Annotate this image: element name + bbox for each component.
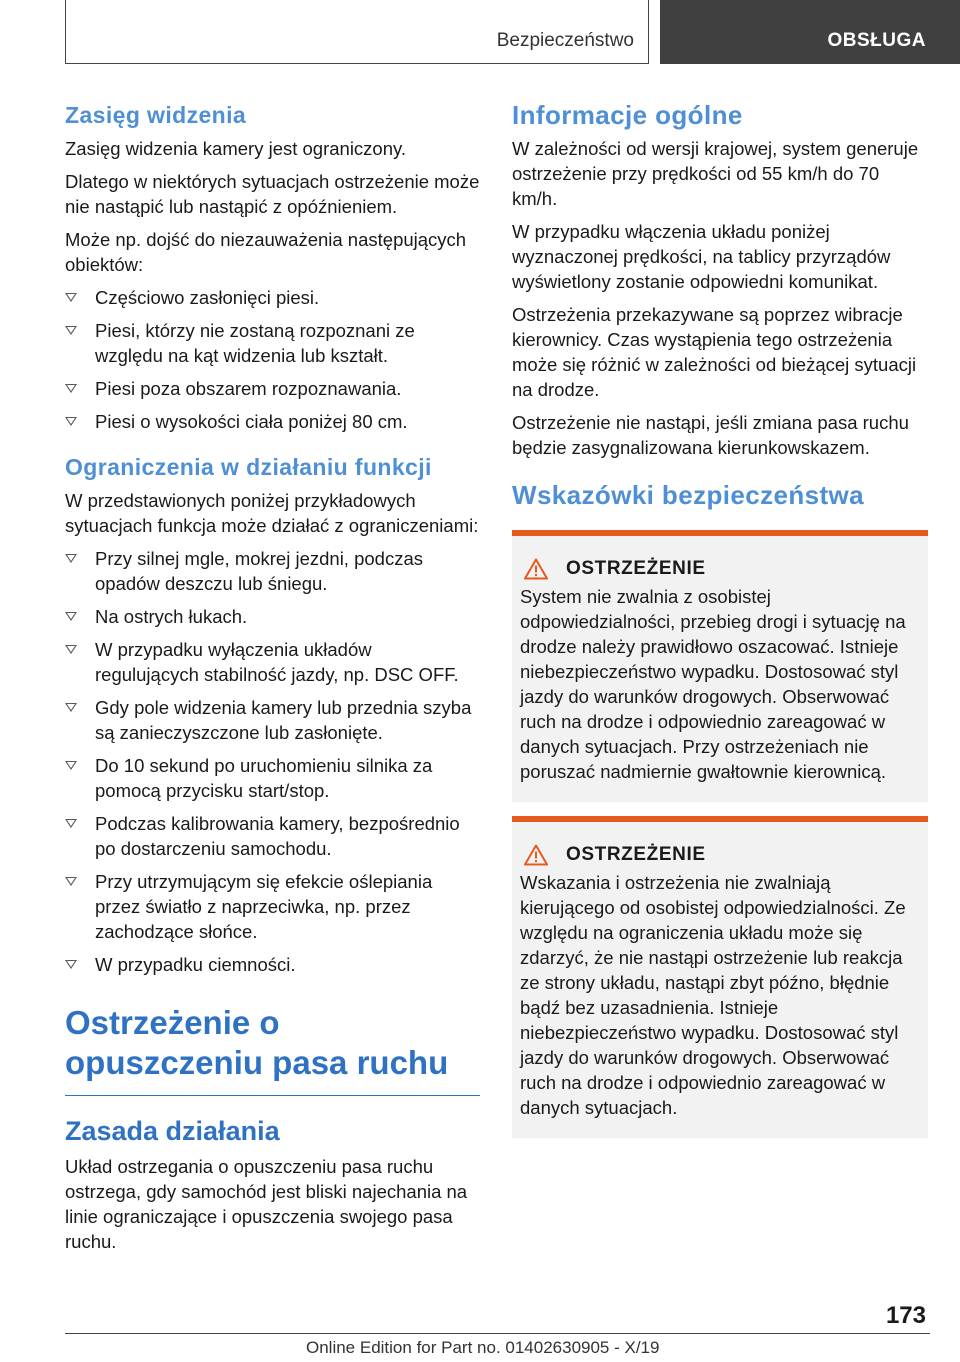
list-item: Przy utrzymującym się efekcie oślepiania przez światło z naprzeciwka, np. przez zachodzące słońce. — [65, 869, 480, 944]
bullet-triangle-icon — [65, 877, 77, 886]
warning-header — [520, 844, 920, 866]
left-column — [65, 100, 480, 1262]
list-item: Przy silnej mgle, mokrej jezdni, podczas opadów deszczu lub śniegu. — [65, 546, 480, 596]
paragraph: Ostrzeżenia przekazywane są poprzez wibracje kierownicy. Czas wystąpienia tego ostrzeżenia może się różnić w zależności od bieżącej sytuacji na drodze. — [512, 304, 917, 400]
header-section-title: Bezpieczeństwo — [496, 30, 634, 51]
header-chapter-label: OBSŁUGA — [827, 30, 926, 51]
warning-text: Wskazania i ostrzeżenia nie zwalniają kierującego od osobistej odpowiedzialności. Ze względu na ograniczenia układu może się zdarzyć, że nie nastąpi ostrzeżenie lub reakcja ze strony układu, nastąpi zbyt późno, błędnie bądź bez uzasadnienia. Istnieje niebezpieczeństwo wypadku. Dostosować styl jazdy do warunków drogowych. Obserwować ruch na drodze i odpowiednio zareagować w danych sytuacjach. — [520, 872, 906, 1118]
bullet-triangle-icon — [65, 960, 77, 969]
bullet-list — [65, 285, 480, 434]
warning-triangle-icon — [524, 844, 548, 866]
paragraph: W przypadku włączenia układu poniżej wyznaczonej prędkości, na tablicy przyrządów wyświetlony zostanie odpowiedni komunikat. — [512, 221, 891, 292]
header-section-box — [65, 0, 649, 64]
paragraph: Dlatego w niektórych sytuacjach ostrzeżenie może nie nastąpić lub nastąpić z opóźnieniem. — [65, 171, 480, 217]
bullet-triangle-icon — [65, 554, 77, 563]
warning-box — [512, 530, 928, 802]
section-title-zasada: Zasada działania — [65, 1116, 280, 1146]
bullet-triangle-icon — [65, 326, 77, 335]
warning-box — [512, 816, 928, 1138]
bullet-triangle-icon — [65, 417, 77, 426]
bullet-triangle-icon — [65, 761, 77, 770]
bullet-triangle-icon — [65, 645, 77, 654]
warning-triangle-icon — [524, 558, 548, 580]
section-title-ograniczenia: Ograniczenia w działaniu funkcji — [65, 454, 432, 480]
page-number: 173 — [885, 1302, 926, 1329]
bullet-triangle-icon — [65, 612, 77, 621]
footer-divider — [65, 1333, 930, 1334]
list-item: Piesi o wysokości ciała poniżej 80 cm. — [65, 409, 480, 434]
list-item: Do 10 sekund po uruchomieniu silnika za pomocą przycisku start/stop. — [65, 753, 480, 803]
section-title-informacje: Informacje ogólne — [512, 100, 743, 130]
footer-edition: Online Edition for Part no. 01402630905 - X/19 — [306, 1338, 660, 1357]
list-item: W przypadku wyłączenia układów regulujących stabilność jazdy, np. DSC OFF. — [65, 637, 480, 687]
list-item: Częściowo zasłonięci piesi. — [65, 285, 480, 310]
warning-title: OSTRZEŻENIE — [566, 844, 706, 865]
paragraph: Układ ostrzegania o opuszczeniu pasa ruchu ostrzega, gdy samochód jest bliski najechania na linie ograniczające i opuszczenia swojego pasa ruchu. — [65, 1156, 468, 1252]
paragraph: W zależności od wersji krajowej, system generuje ostrzeżenie przy prędkości od 55 km/h do 70 km/h. — [512, 138, 919, 209]
paragraph: Może np. dojść do niezauważenia następujących obiektów: — [65, 229, 467, 275]
chapter-heading: Ostrzeżenie o opuszczeniu pasa ruchu — [65, 1003, 480, 1096]
section-title-zasieg: Zasięg widzenia — [65, 102, 247, 128]
list-item: W przypadku ciemności. — [65, 952, 480, 977]
bullet-list — [65, 546, 480, 977]
warning-header — [520, 558, 920, 580]
list-item: Piesi poza obszarem rozpoznawania. — [65, 376, 480, 401]
header-chapter-tab — [660, 0, 960, 64]
list-item: Podczas kalibrowania kamery, bezpośrednio po dostarczeniu samochodu. — [65, 811, 480, 861]
bullet-triangle-icon — [65, 293, 77, 302]
paragraph: Zasięg widzenia kamery jest ograniczony. — [65, 138, 407, 159]
list-item: Gdy pole widzenia kamery lub przednia szyba są zanieczyszczone lub zasłonięte. — [65, 695, 480, 745]
paragraph: W przedstawionych poniżej przykładowych sytuacjach funkcja może działać z ograniczeniami: — [65, 490, 479, 536]
warning-text: System nie zwalnia z osobistej odpowiedzialności, przebieg drogi i sytuację na drodze należy prawidłowo oszacować. Istnieje niebezpieczeństwo wypadku. Dostosować styl jazdy do warunków drogowych. Obserwować ruch na drodze i odpowiednio zareagować w danych sytuacjach. Przy ostrzeżeniach nie poruszać nadmiernie gwałtownie kierownicą. — [520, 586, 906, 782]
list-item: Na ostrych łukach. — [65, 604, 480, 629]
right-column — [512, 100, 928, 1152]
bullet-triangle-icon — [65, 703, 77, 712]
section-title-wskazowki: Wskazówki bezpieczeństwa — [512, 480, 865, 510]
paragraph: Ostrzeżenie nie nastąpi, jeśli zmiana pasa ruchu będzie zasygnalizowana kierunkowskazem. — [512, 412, 909, 458]
list-item: Piesi, którzy nie zostaną rozpoznani ze względu na kąt widzenia lub kształt. — [65, 318, 480, 368]
warning-title: OSTRZEŻENIE — [566, 558, 706, 579]
bullet-triangle-icon — [65, 384, 77, 393]
bullet-triangle-icon — [65, 819, 77, 828]
